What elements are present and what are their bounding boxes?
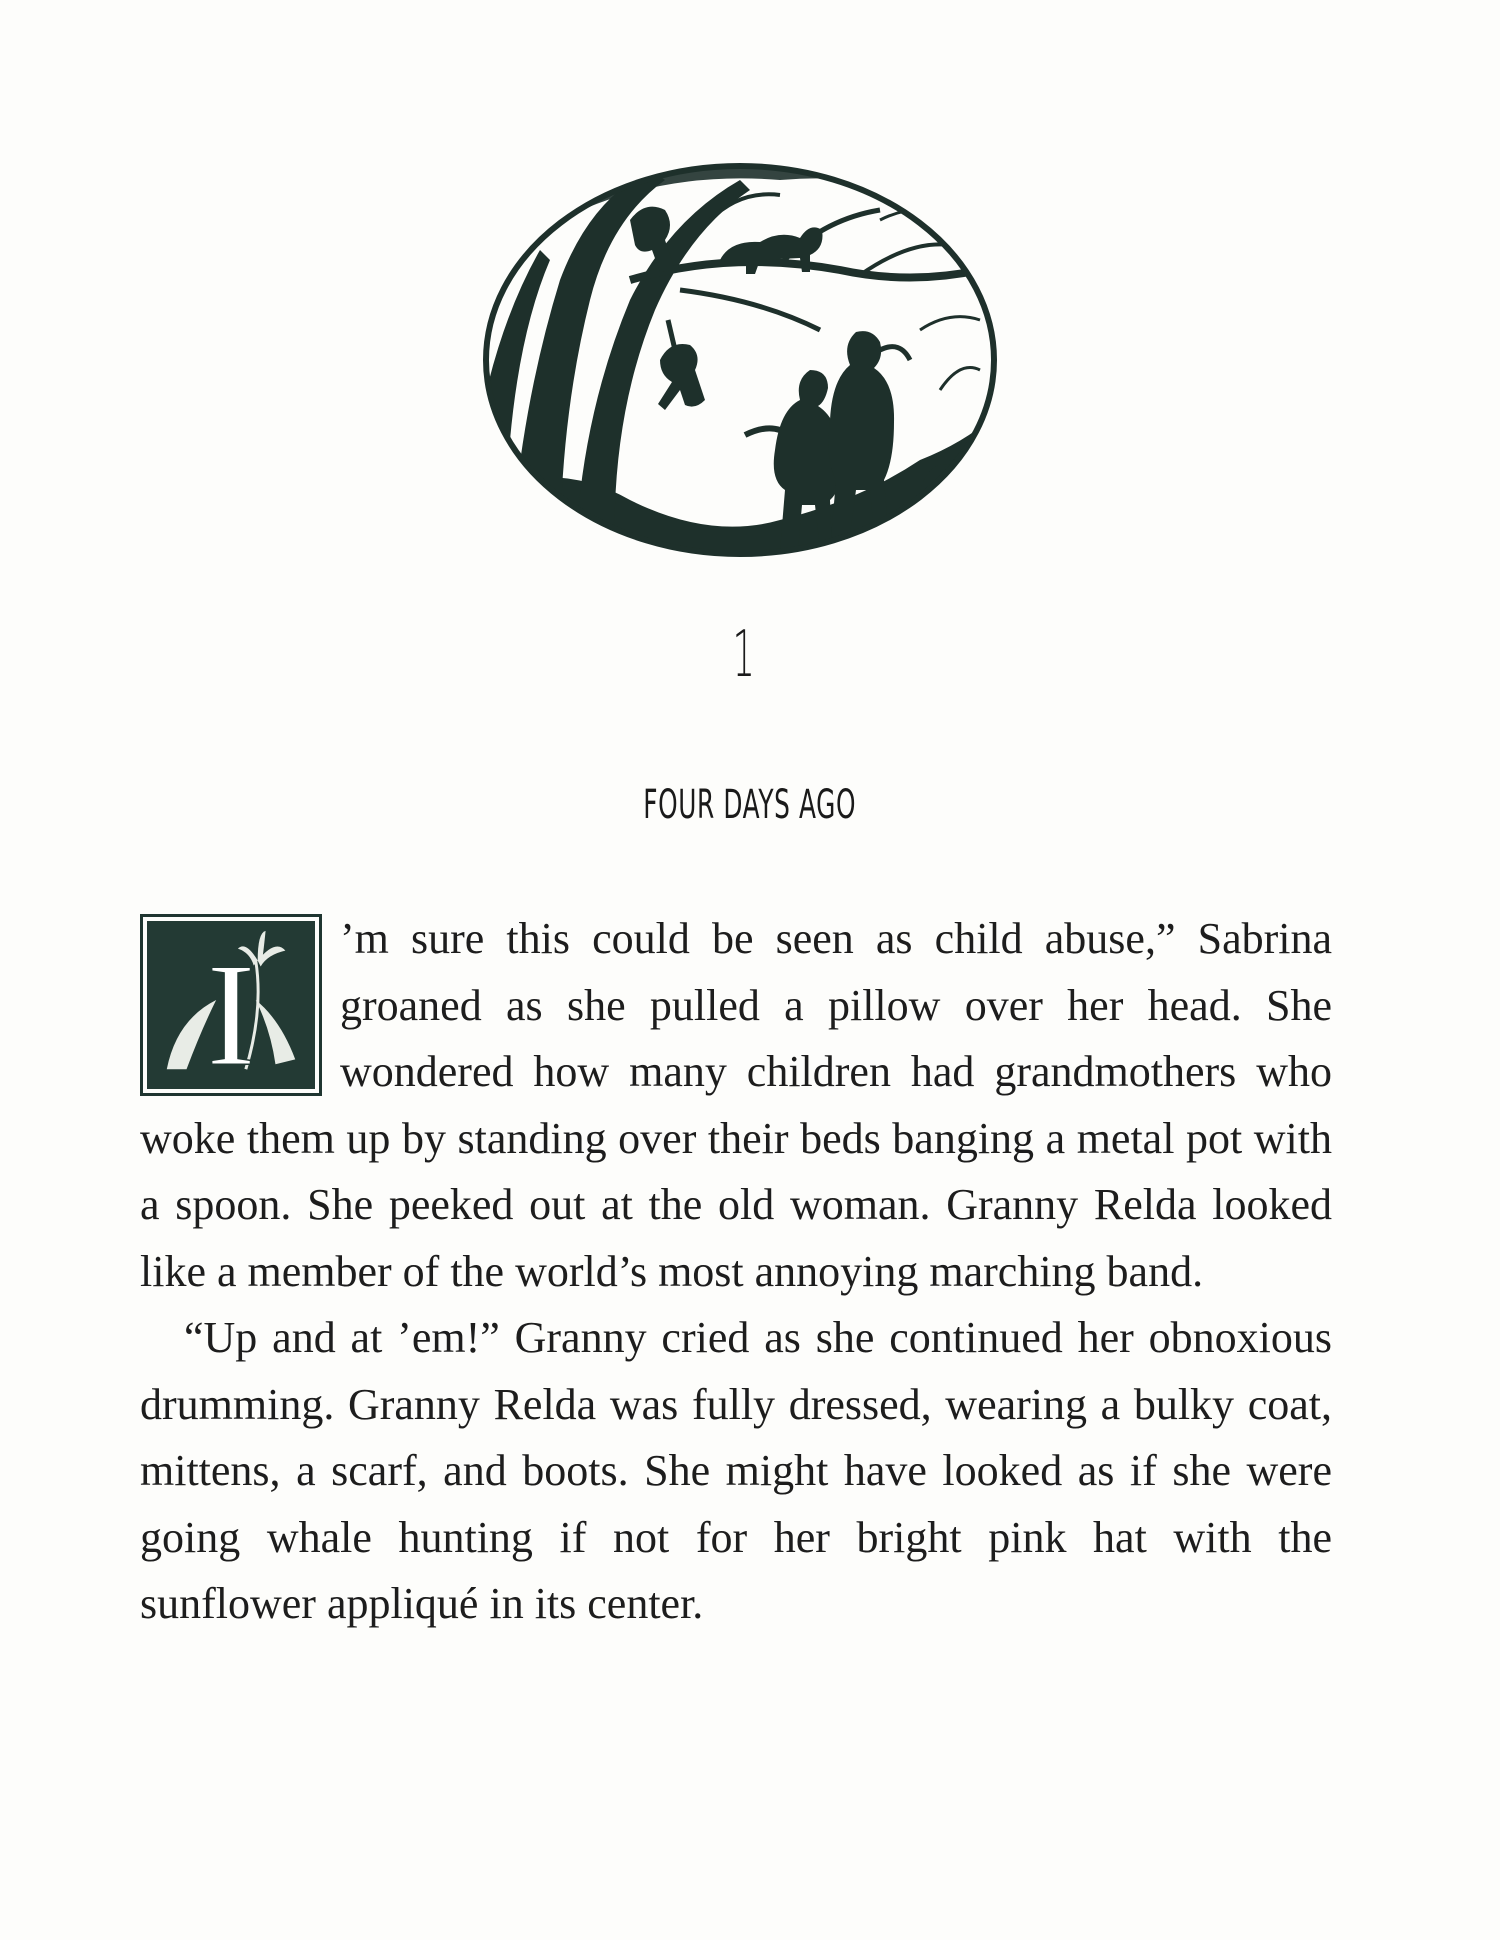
paragraph-2: “Up and at ’em!” Granny cried as she continued her obnoxious drumming. Granny Relda was fully dressed, wearing a bulky coat, mittens, a scarf, and boots. She might have looked as if she were going whale hunting if not for her bright pink hat with the sunflower appliqué in its center. [140,1313,1332,1628]
chapter-body [140,906,1332,1638]
lily-drop-cap-icon [147,921,315,1089]
drop-cap [140,914,322,1096]
paragraph-1 [140,906,1332,1305]
drop-cap-letter: I [206,933,256,1089]
chapter-title-text: FOUR DAYS AGO [643,782,857,828]
paragraph-1-text: ’m sure this could be seen as child abuse,” Sabrina groaned as she pulled a pillow over her head. She wondered how many children had grandmothers who woke them up by standing over their beds banging a metal pot with a spoon. She peeked out at the old woman. Granny Relda looked like a member of the world’s most annoying marching band. [140,914,1332,1296]
chapter-number: 1 [732,618,755,692]
chapter-title [0,782,1500,828]
silhouette-forest-vignette-icon [480,160,1000,560]
